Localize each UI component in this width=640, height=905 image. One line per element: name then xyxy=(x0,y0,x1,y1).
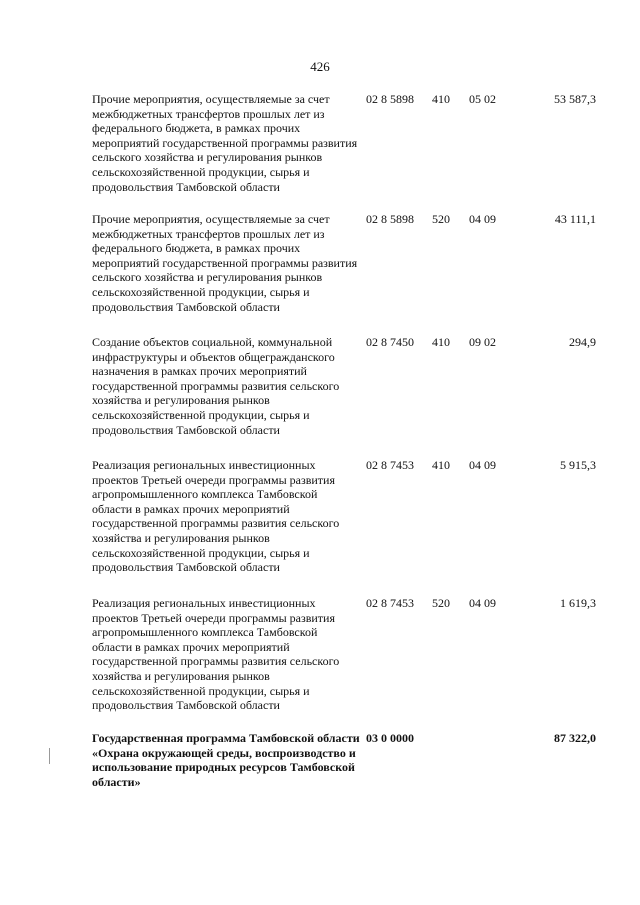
row-description: Создание объектов социальной, коммунальной инфраструктуры и объектов общегражданского назначения в рамках прочих мероприятий государственной программы развития сельского хозяйства и регулирования рынков сельскохозяйственной продукции, сырья и продовольствия Тамбовской области xyxy=(92,335,340,437)
row-target-article-code: 02 8 7450 xyxy=(366,335,414,349)
row-section-code: 04 09 xyxy=(469,212,496,226)
row-amount: 53 587,3 xyxy=(554,92,596,106)
row-section-code: 09 02 xyxy=(469,335,496,349)
row-section-code: 04 09 xyxy=(469,596,496,610)
row-expense-type-code: 410 xyxy=(432,335,450,349)
row-section-code: 05 02 xyxy=(469,92,496,106)
row-description: Реализация региональных инвестиционных проектов Третьей очереди программы развития агропромышленного комплекса Тамбовской области в рамках прочих мероприятий государственной программы развития сельского хозяйства и регулирования рынков сельскохозяйственной продукции, сырья и продовольствия Тамбовской области xyxy=(92,458,340,575)
row-target-article-code: 02 8 7453 xyxy=(366,596,414,610)
row-target-article-code: 02 8 7453 xyxy=(366,458,414,472)
row-target-article-code: 03 0 0000 xyxy=(366,731,414,745)
row-target-article-code: 02 8 5898 xyxy=(366,92,414,106)
row-expense-type-code: 520 xyxy=(432,212,450,226)
row-amount: 5 915,3 xyxy=(560,458,596,472)
scan-margin-mark xyxy=(49,748,50,764)
row-amount: 87 322,0 xyxy=(554,731,596,745)
row-description: Прочие мероприятия, осуществляемые за счет межбюджетных трансфертов прошлых лет из федерального бюджета, в рамках прочих мероприятий государственной программы развития сельского хозяйства и регулирования рынков сельскохозяйственной продукции, сырья и продовольствия Тамбовской области xyxy=(92,92,358,194)
row-amount: 43 111,1 xyxy=(554,212,596,226)
row-amount: 1 619,3 xyxy=(560,596,596,610)
row-expense-type-code: 410 xyxy=(432,458,450,472)
row-expense-type-code: 520 xyxy=(432,596,450,610)
row-amount: 294,9 xyxy=(569,335,596,349)
row-description: Прочие мероприятия, осуществляемые за счет межбюджетных трансфертов прошлых лет из федерального бюджета, в рамках прочих мероприятий государственной программы развития сельского хозяйства и регулирования рынков сельскохозяйственной продукции, сырья и продовольствия Тамбовской области xyxy=(92,212,358,314)
row-expense-type-code: 410 xyxy=(432,92,450,106)
row-section-code: 04 09 xyxy=(469,458,496,472)
page-number: 426 xyxy=(310,59,330,74)
row-description: Государственная программа Тамбовской области «Охрана окружающей среды, воспроизводство и использование природных ресурсов Тамбовской области» xyxy=(92,731,360,789)
row-description: Реализация региональных инвестиционных проектов Третьей очереди программы развития агропромышленного комплекса Тамбовской области в рамках прочих мероприятий государственной программы развития сельского хозяйства и регулирования рынков сельскохозяйственной продукции, сырья и продовольствия Тамбовской области xyxy=(92,596,340,713)
row-target-article-code: 02 8 5898 xyxy=(366,212,414,226)
